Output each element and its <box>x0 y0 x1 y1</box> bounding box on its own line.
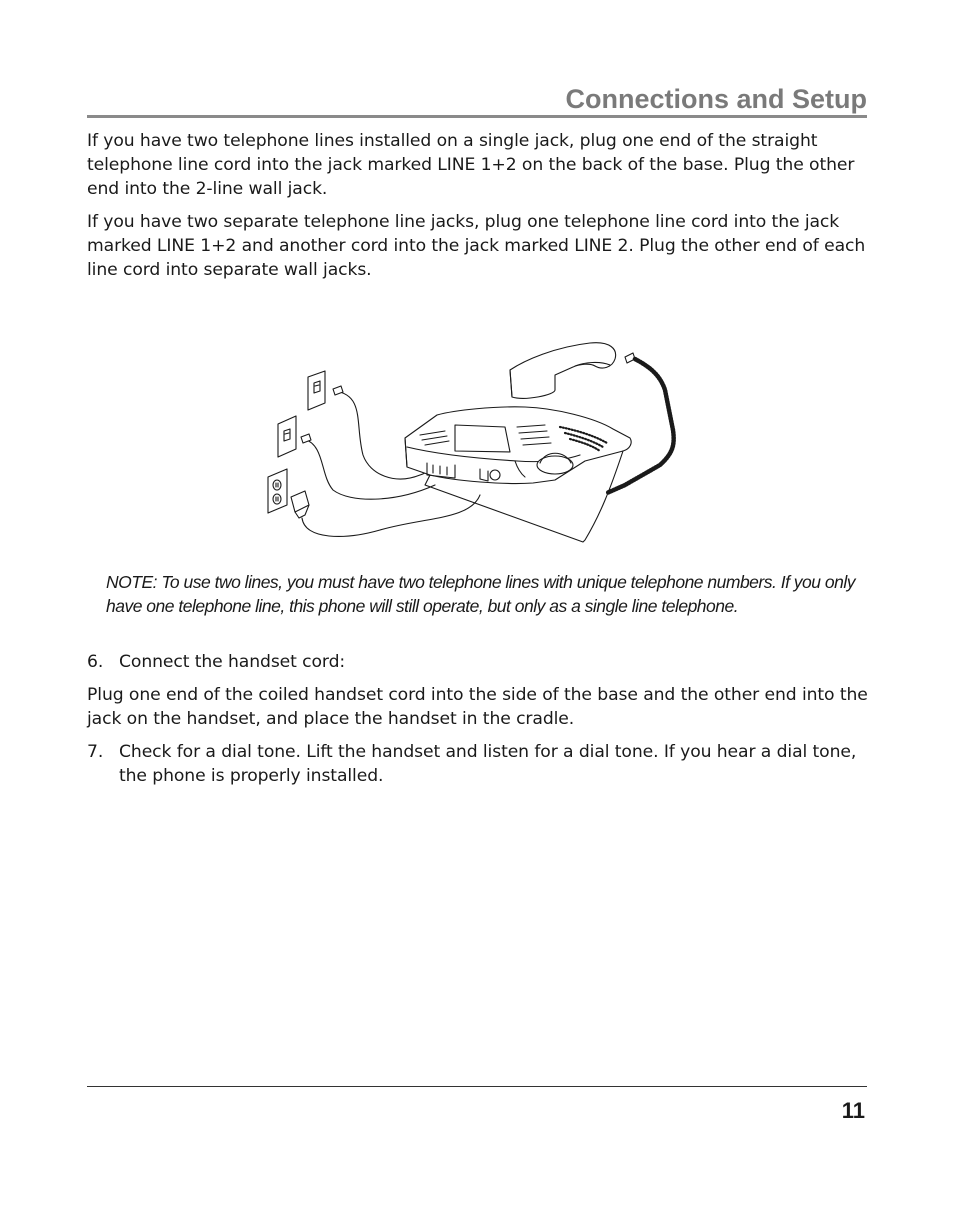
power-adapter-icon <box>291 491 309 518</box>
paragraph-single-jack: If you have two telephone lines installed on a single jack, plug one end of the straight telephone line cord into the jack marked LINE 1+2 on the back of the base. Plug the other end into the 2-line wall jack. <box>87 131 855 199</box>
step-text: Connect the handset cord: <box>119 652 346 672</box>
phone-base-icon <box>405 407 631 542</box>
page-title: Connections and Setup <box>565 84 867 114</box>
phone-connection-illustration <box>255 335 695 550</box>
coiled-cord <box>607 353 674 493</box>
wall-jack-icon <box>278 416 296 457</box>
step-number: 7. <box>87 742 104 762</box>
page-number: 11 <box>841 1098 865 1123</box>
footer-rule <box>87 1086 867 1087</box>
note-two-lines: NOTE: To use two lines, you must have two telephone lines with unique telephone numbers. If you only have one telephone line, this phone will still operate, but only as a single line telephone. <box>106 572 855 616</box>
step-item-7 <box>87 740 872 788</box>
step-text: Check for a dial tone. Lift the handset and listen for a dial tone. If you hear a dial tone, the phone is properly installed. <box>119 742 857 786</box>
paragraph-handset-cord: Plug one end of the coiled handset cord into the side of the base and the other end into the jack on the handset, and place the handset in the cradle. <box>87 685 868 729</box>
power-outlet-icon <box>268 469 287 513</box>
wall-jack-icon <box>308 371 325 410</box>
header-rule <box>87 115 867 118</box>
step-item-6 <box>87 650 872 674</box>
step-number: 6. <box>87 652 104 672</box>
handset-icon <box>510 343 616 399</box>
paragraph-separate-jacks: If you have two separate telephone line jacks, plug one telephone line cord into the jack marked LINE 1+2 and another cord into the jack marked LINE 2. Plug the other end of each line cord into separate wall jacks. <box>87 212 866 280</box>
